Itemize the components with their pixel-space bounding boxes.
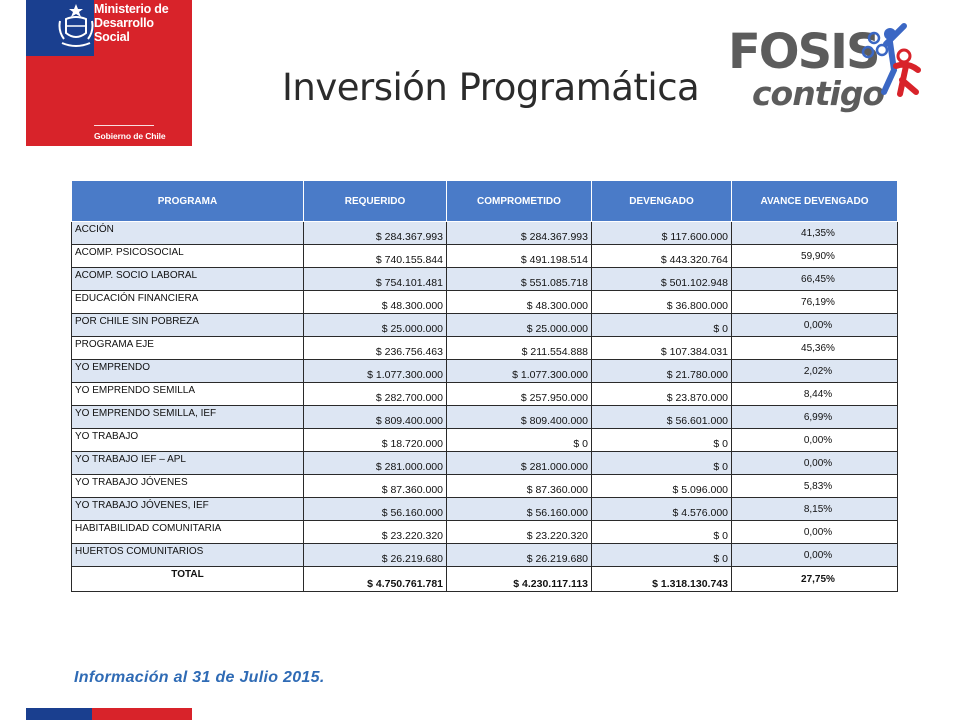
table-cell-requerido: $ 87.360.000 bbox=[304, 475, 447, 498]
table-cell-comprometido: $ 551.085.718 bbox=[447, 268, 592, 291]
table-cell-requerido: $ 48.300.000 bbox=[304, 291, 447, 314]
table-cell-programa: YO TRABAJO JÓVENES, IEF bbox=[72, 498, 304, 521]
investment-table bbox=[71, 180, 898, 592]
table-cell-requerido: $ 18.720.000 bbox=[304, 429, 447, 452]
table-cell-programa: YO TRABAJO bbox=[72, 429, 304, 452]
table-cell-comprometido: $ 211.554.888 bbox=[447, 337, 592, 360]
table-cell-devengado: $ 0 bbox=[592, 452, 732, 475]
table-cell-programa: YO TRABAJO JÓVENES bbox=[72, 475, 304, 498]
table-row bbox=[72, 291, 898, 314]
table-cell-avance: 0,00% bbox=[732, 544, 898, 567]
table-cell-programa: ACOMP. PSICOSOCIAL bbox=[72, 245, 304, 268]
table-row bbox=[72, 429, 898, 452]
table-cell-requerido: $ 23.220.320 bbox=[304, 521, 447, 544]
table-cell-programa: PROGRAMA EJE bbox=[72, 337, 304, 360]
table-cell-programa: ACCIÓN bbox=[72, 222, 304, 245]
table-cell-devengado: $ 0 bbox=[592, 314, 732, 337]
footer-red-bar bbox=[92, 708, 192, 720]
table-row bbox=[72, 452, 898, 475]
table-cell-comprometido: $ 491.198.514 bbox=[447, 245, 592, 268]
table-cell-avance: 0,00% bbox=[732, 521, 898, 544]
table-cell-devengado: $ 0 bbox=[592, 521, 732, 544]
table-cell-avance: 5,83% bbox=[732, 475, 898, 498]
total-cell-programa: TOTAL bbox=[72, 567, 304, 592]
table-cell-requerido: $ 754.101.481 bbox=[304, 268, 447, 291]
table-row bbox=[72, 544, 898, 567]
total-cell-avance: 27,75% bbox=[732, 567, 898, 592]
table-total-row bbox=[72, 567, 898, 592]
table-cell-requerido: $ 236.756.463 bbox=[304, 337, 447, 360]
table-cell-devengado: $ 107.384.031 bbox=[592, 337, 732, 360]
ministry-name: Ministerio de Desarrollo Social bbox=[94, 2, 169, 44]
page-title: Inversión Programática bbox=[282, 66, 700, 109]
table-cell-avance: 8,44% bbox=[732, 383, 898, 406]
table-cell-requerido: $ 284.367.993 bbox=[304, 222, 447, 245]
table-cell-devengado: $ 21.780.000 bbox=[592, 360, 732, 383]
logo-divider bbox=[94, 125, 154, 126]
table-cell-requerido: $ 56.160.000 bbox=[304, 498, 447, 521]
table-cell-devengado: $ 5.096.000 bbox=[592, 475, 732, 498]
table-cell-avance: 66,45% bbox=[732, 268, 898, 291]
table-cell-avance: 76,19% bbox=[732, 291, 898, 314]
table-row bbox=[72, 383, 898, 406]
table-cell-comprometido: $ 809.400.000 bbox=[447, 406, 592, 429]
table-cell-programa: YO EMPRENDO SEMILLA bbox=[72, 383, 304, 406]
table-cell-avance: 59,90% bbox=[732, 245, 898, 268]
table-cell-avance: 2,02% bbox=[732, 360, 898, 383]
col-header-avance: AVANCE DEVENGADO bbox=[732, 181, 898, 222]
table-cell-avance: 0,00% bbox=[732, 452, 898, 475]
table-cell-programa: YO EMPRENDO bbox=[72, 360, 304, 383]
fosis-figures-icon bbox=[860, 22, 922, 118]
government-label: Gobierno de Chile bbox=[94, 131, 166, 141]
col-header-programa: PROGRAMA bbox=[72, 181, 304, 222]
table-row bbox=[72, 521, 898, 544]
table-cell-avance: 45,36% bbox=[732, 337, 898, 360]
table-cell-comprometido: $ 1.077.300.000 bbox=[447, 360, 592, 383]
table-cell-comprometido: $ 25.000.000 bbox=[447, 314, 592, 337]
table-cell-comprometido: $ 56.160.000 bbox=[447, 498, 592, 521]
table-cell-comprometido: $ 48.300.000 bbox=[447, 291, 592, 314]
table-cell-devengado: $ 4.576.000 bbox=[592, 498, 732, 521]
table-cell-avance: 8,15% bbox=[732, 498, 898, 521]
table-row bbox=[72, 314, 898, 337]
table-cell-requerido: $ 281.000.000 bbox=[304, 452, 447, 475]
table-cell-comprometido: $ 26.219.680 bbox=[447, 544, 592, 567]
table-cell-programa: YO TRABAJO IEF – APL bbox=[72, 452, 304, 475]
table-cell-avance: 0,00% bbox=[732, 314, 898, 337]
table-row bbox=[72, 406, 898, 429]
table-cell-devengado: $ 56.601.000 bbox=[592, 406, 732, 429]
table-cell-avance: 0,00% bbox=[732, 429, 898, 452]
table-row bbox=[72, 360, 898, 383]
footer-blue-bar bbox=[26, 708, 92, 720]
total-cell-devengado: $ 1.318.130.743 bbox=[592, 567, 732, 592]
table-cell-devengado: $ 501.102.948 bbox=[592, 268, 732, 291]
table-cell-programa: ACOMP. SOCIO LABORAL bbox=[72, 268, 304, 291]
table-header-row bbox=[72, 181, 898, 222]
table-cell-avance: 6,99% bbox=[732, 406, 898, 429]
col-header-devengado: DEVENGADO bbox=[592, 181, 732, 222]
table-cell-comprometido: $ 257.950.000 bbox=[447, 383, 592, 406]
table-cell-requerido: $ 740.155.844 bbox=[304, 245, 447, 268]
table-cell-requerido: $ 282.700.000 bbox=[304, 383, 447, 406]
table-cell-comprometido: $ 23.220.320 bbox=[447, 521, 592, 544]
table-cell-devengado: $ 36.800.000 bbox=[592, 291, 732, 314]
table-row bbox=[72, 337, 898, 360]
table-cell-requerido: $ 25.000.000 bbox=[304, 314, 447, 337]
table-cell-requerido: $ 26.219.680 bbox=[304, 544, 447, 567]
table-row bbox=[72, 222, 898, 245]
table-cell-comprometido: $ 0 bbox=[447, 429, 592, 452]
total-cell-comprometido: $ 4.230.117.113 bbox=[447, 567, 592, 592]
table-row bbox=[72, 475, 898, 498]
col-header-requerido: REQUERIDO bbox=[304, 181, 447, 222]
table-cell-devengado: $ 443.320.764 bbox=[592, 245, 732, 268]
table-cell-programa: HABITABILIDAD COMUNITARIA bbox=[72, 521, 304, 544]
table-row bbox=[72, 245, 898, 268]
table-cell-programa: POR CHILE SIN POBREZA bbox=[72, 314, 304, 337]
fosis-logo bbox=[728, 20, 922, 120]
table-cell-comprometido: $ 281.000.000 bbox=[447, 452, 592, 475]
footnote: Información al 31 de Julio 2015. bbox=[74, 669, 325, 686]
table-cell-devengado: $ 23.870.000 bbox=[592, 383, 732, 406]
table-cell-requerido: $ 1.077.300.000 bbox=[304, 360, 447, 383]
table-cell-devengado: $ 117.600.000 bbox=[592, 222, 732, 245]
table-cell-devengado: $ 0 bbox=[592, 544, 732, 567]
fosis-tagline: contigo bbox=[752, 74, 885, 113]
table-cell-programa: EDUCACIÓN FINANCIERA bbox=[72, 291, 304, 314]
ministry-logo bbox=[26, 0, 192, 146]
table-row bbox=[72, 498, 898, 521]
table-cell-comprometido: $ 284.367.993 bbox=[447, 222, 592, 245]
table-cell-devengado: $ 0 bbox=[592, 429, 732, 452]
total-cell-requerido: $ 4.750.761.781 bbox=[304, 567, 447, 592]
table-row bbox=[72, 268, 898, 291]
coat-of-arms-icon bbox=[58, 3, 94, 51]
fosis-wordmark: FOSIS bbox=[728, 24, 879, 80]
table-cell-comprometido: $ 87.360.000 bbox=[447, 475, 592, 498]
col-header-comprometido: COMPROMETIDO bbox=[447, 181, 592, 222]
table-cell-programa: YO EMPRENDO SEMILLA, IEF bbox=[72, 406, 304, 429]
table-cell-requerido: $ 809.400.000 bbox=[304, 406, 447, 429]
table-cell-programa: HUERTOS COMUNITARIOS bbox=[72, 544, 304, 567]
table-cell-avance: 41,35% bbox=[732, 222, 898, 245]
